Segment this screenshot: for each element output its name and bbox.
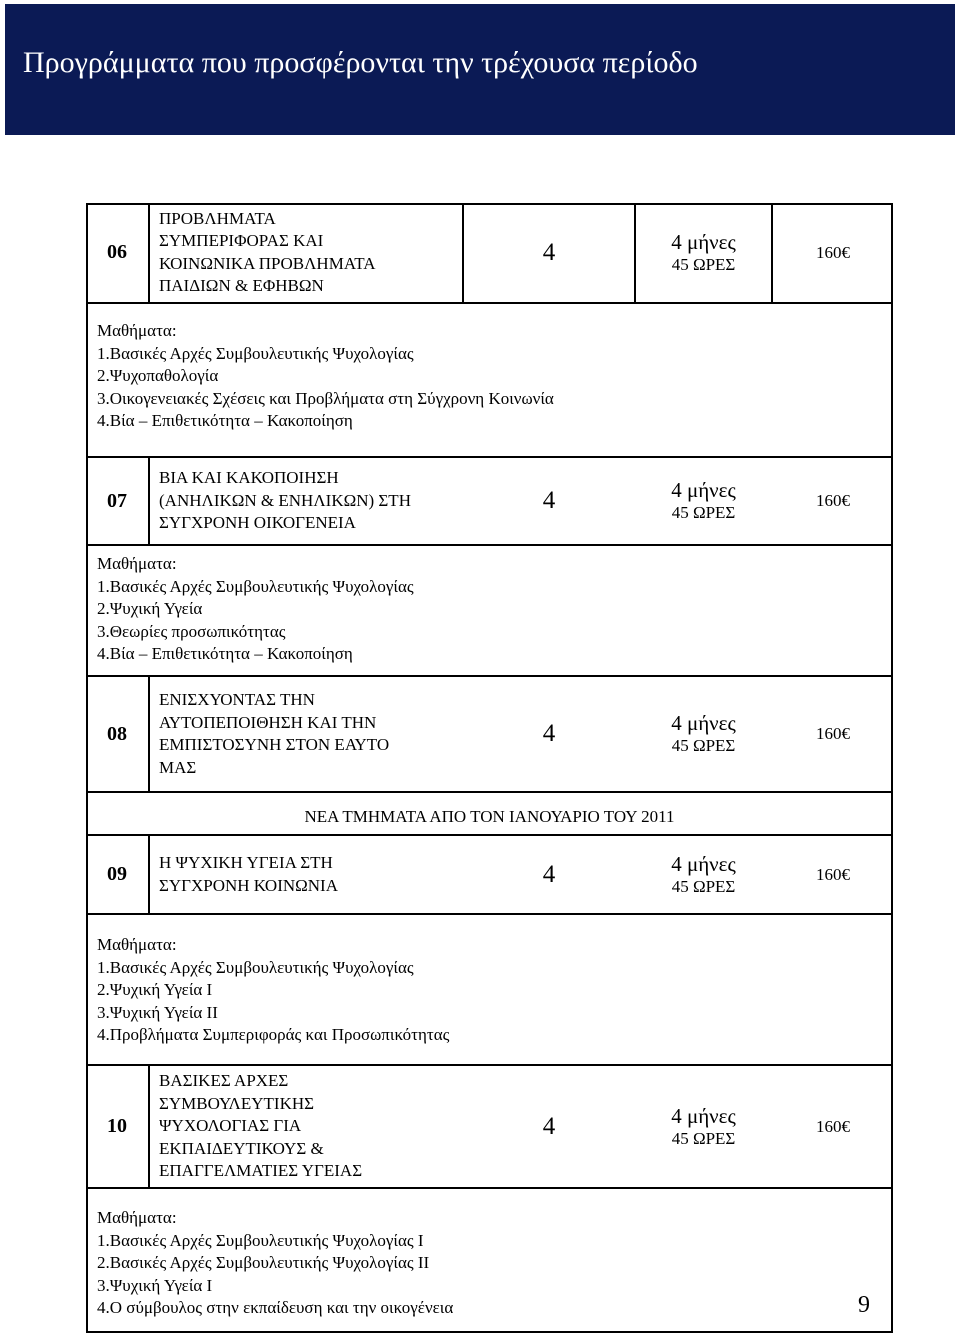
program-price: 160€ xyxy=(816,1116,850,1136)
program-code: 08 xyxy=(107,722,127,745)
program-title: ΠΡΟΒΛΗΜΑΤΑ ΣΥΜΠΕΡΙΦΟΡΑΣ ΚΑΙ ΚΟΙΝΩΝΙΚΑ ΠΡΟΒΛΗΜΑΤΑ ΠΑΙΔΙΩΝ & ΕΦΗΒΩΝ xyxy=(159,208,376,295)
lessons-list-07: Μαθήματα: 1.Βασικές Αρχές Συμβουλευτικής Ψυχολογίας 2.Ψυχική Υγεία 3.Θεωρίες προσωπικότητας 4.Βία – Επιθετικότητα – Κακοποίηση xyxy=(97,554,414,663)
lessons-list-09: Μαθήματα: 1.Βασικές Αρχές Συμβουλευτικής Ψυχολογίας 2.Ψυχική Υγεία Ι 3.Ψυχική Υγεία ΙΙ 4.Προβλήματα Συμπεριφοράς και Προσωπικότητας xyxy=(97,935,450,1044)
program-hours: 4 xyxy=(542,720,556,747)
program-title: Η ΨΥΧΙΚΗ ΥΓΕΙΑ ΣΤΗ ΣΥΓΧΡΟΝΗ ΚΟΙΝΩΝΙΑ xyxy=(159,853,338,895)
program-row-10 xyxy=(86,1064,893,1189)
lessons-list-06: Μαθήματα: 1.Βασικές Αρχές Συμβουλευτικής Ψυχολογίας 2.Ψυχοπαθολογία 3.Οικογενειακές Σχέσεις και Προβλήματα στη Σύγχρονη Κοινωνία 4.Βία – Επιθετικότητα – Κακοποίηση xyxy=(97,321,554,430)
program-row-08 xyxy=(86,675,893,793)
program-row-07 xyxy=(86,456,893,546)
program-title: ΒΙΑ ΚΑΙ ΚΑΚΟΠΟΙΗΣΗ (ΑΝΗΛΙΚΩΝ & ΕΝΗΛΙΚΩΝ) ΣΤΗ ΣΥΓΧΡΟΝΗ ΟΙΚΟΓΕΝΕΙΑ xyxy=(159,468,411,533)
program-price: 160€ xyxy=(816,864,850,884)
program-price: 160€ xyxy=(816,724,850,743)
program-duration: 4 μήνες 45 ΩΡΕΣ xyxy=(671,478,736,522)
program-code: 10 xyxy=(107,1115,127,1137)
program-duration: 4 μήνες 45 ΩΡΕΣ xyxy=(671,851,736,896)
program-title: ΕΝΙΣΧΥΟΝΤΑΣ ΤΗΝ ΑΥΤΟΠΕΠΟΙΘΗΣΗ ΚΑΙ ΤΗΝ ΕΜΠΙΣΤΟΣΥΝΗ ΣΤΟΝ ΕΑΥΤΟ ΜΑΣ xyxy=(159,690,390,777)
program-row-06 xyxy=(86,203,893,304)
program-price: 160€ xyxy=(816,491,850,510)
page-number: 9 xyxy=(858,1292,870,1318)
new-classes-notice: ΝΕΑ ΤΜΗΜΑΤΑ ΑΠΟ ΤΟΝ ΙΑΝΟΥΑΡΙΟ ΤΟΥ 2011 xyxy=(304,807,675,826)
program-hours: 4 xyxy=(542,487,556,514)
program-hours: 4 xyxy=(542,1112,556,1140)
program-title: ΒΑΣΙΚΕΣ ΑΡΧΕΣ ΣΥΜΒΟΥΛΕΥΤΙΚΗΣ ΨΥΧΟΛΟΓΙΑΣ ΓΙΑ ΕΚΠΑΙΔΕΥΤΙΚΟΥΣ & ΕΠΑΓΓΕΛΜΑΤΙΕΣ ΥΓΕΙΑΣ xyxy=(159,1071,363,1181)
program-row-09 xyxy=(86,834,893,915)
program-code: 06 xyxy=(107,241,127,263)
program-price: 160€ xyxy=(816,242,850,262)
header-banner xyxy=(5,4,955,135)
program-hours: 4 xyxy=(542,238,556,266)
program-duration: 4 μήνες 45 ΩΡΕΣ xyxy=(671,229,736,274)
program-duration: 4 μήνες 45 ΩΡΕΣ xyxy=(671,711,736,755)
lessons-list-10: Μαθήματα: 1.Βασικές Αρχές Συμβουλευτικής Ψυχολογίας Ι 2.Βασικές Αρχές Συμβουλευτικής Ψυχολογίας ΙΙ 3.Ψυχική Υγεία Ι 4.Ο σύμβουλος στην εκπαίδευση και την οικογένεια xyxy=(97,1208,454,1317)
program-hours: 4 xyxy=(542,860,556,888)
program-code: 09 xyxy=(107,863,127,885)
program-code: 07 xyxy=(107,489,127,512)
page-title: Προγράμματα που προσφέρονται την τρέχουσα περίοδο xyxy=(23,46,698,79)
program-duration: 4 μήνες 45 ΩΡΕΣ xyxy=(671,1103,736,1148)
